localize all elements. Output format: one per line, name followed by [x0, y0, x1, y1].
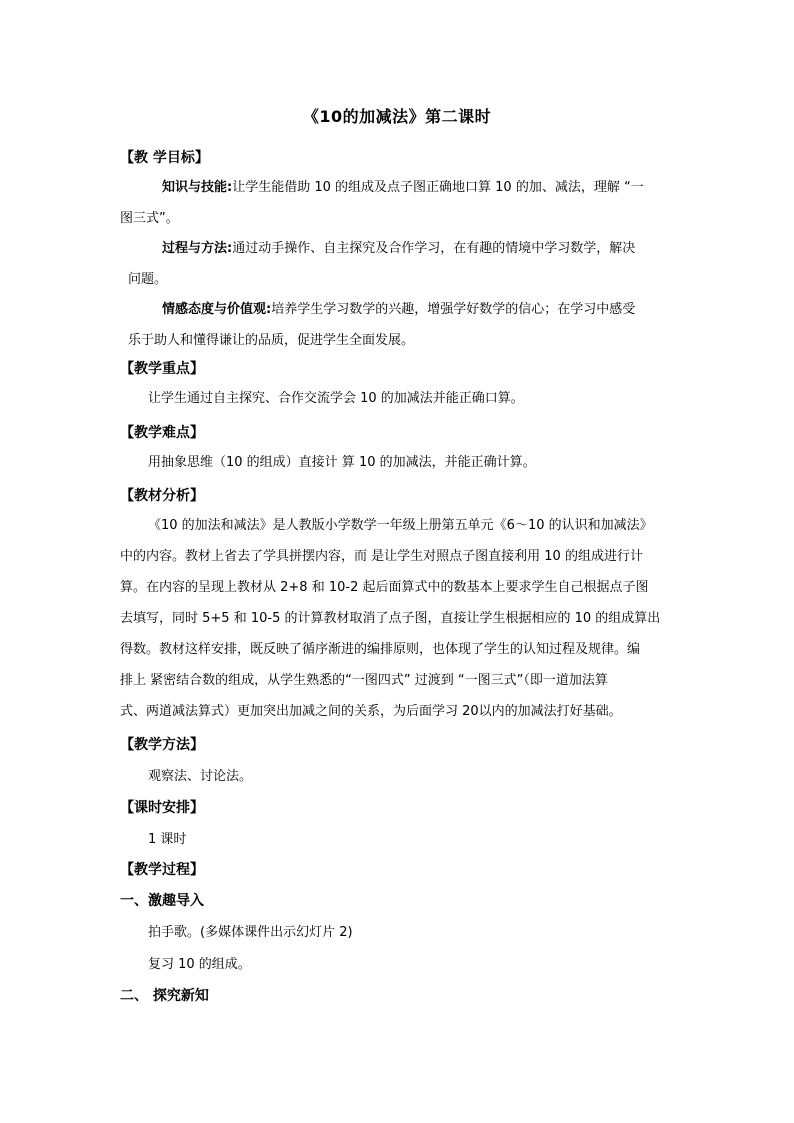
- knowledge-label: 知识与技能:: [162, 180, 233, 195]
- knowledge-text-line1: 让学生能借助 10 的组成及点子图正确地口算 10 的加、减法，理解 “一: [232, 180, 644, 195]
- knowledge-text-line2: 图三式”。: [120, 211, 179, 226]
- procedure-heading: 【教学过程】: [120, 862, 204, 878]
- key-points-heading: 【教学重点】: [120, 361, 204, 377]
- analysis-line: 得数。教材这样安排，既反映了循序渐进的编排原则，也体现了学生的认知过程及规律。编: [120, 642, 641, 657]
- process-goal: [120, 233, 690, 295]
- key-points-text: 让学生通过自主探究、合作交流学会 10 的加减法并能正确口算。: [148, 391, 524, 406]
- analysis-paragraph: [120, 510, 695, 727]
- method-text: 观察法、讨论法。: [148, 769, 253, 784]
- process-text-line2: 问题。: [128, 272, 168, 287]
- difficulty-text: 用抽象思维（10 的组成）直接计 算 10 的加减法，并能正确计算。: [148, 455, 536, 470]
- page-title: 《10的加减法》第二课时: [302, 107, 492, 126]
- emotion-goal: [120, 294, 690, 356]
- goals-heading: 【教 学目标】: [120, 150, 209, 166]
- emotion-text-line2: 乐于助人和懂得谦让的品质，促进学生全面发展。: [128, 333, 415, 348]
- schedule-heading: 【课时安排】: [120, 800, 204, 816]
- schedule-text: 1 课时: [148, 832, 187, 847]
- analysis-line: 去填写，同时 5+5 和 10-5 的计算教材取消了点子图，直接让学生根据相应的 10 的组成算出: [120, 611, 661, 626]
- emotion-text-line1: 培养学生学习数学的兴趣，增强学好数学的信心；在学习中感受: [271, 302, 636, 317]
- analysis-line: 排上 紧密结合数的组成，从学生熟悉的“一图四式” 过渡到 “一图三式”（即一道加法算: [120, 673, 608, 688]
- analysis-line: 《10 的加法和减法》是人教版小学数学一年级上册第五单元《6～10 的认识和加减法》: [148, 518, 653, 533]
- analysis-line: 式、两道减法算式）更加突出加减之间的关系，为后面学习 20以内的加减法打好基础。: [120, 704, 622, 719]
- section-heading-intro: 一、激趣导入: [120, 893, 204, 909]
- analysis-heading: 【教材分析】: [120, 488, 204, 504]
- method-heading: 【教学方法】: [120, 737, 204, 753]
- process-text-line1: 通过动手操作、自主探究及合作学习，在有趣的情境中学习数学，解决: [232, 241, 636, 256]
- emotion-label: 情感态度与价值观:: [162, 302, 272, 317]
- knowledge-goal: [120, 172, 690, 234]
- section-heading-explore: 二、 探究新知: [120, 988, 209, 1004]
- procedure-step-clap-song: 拍手歌。(多媒体课件出示幻灯片 2): [148, 925, 353, 940]
- difficulty-heading: 【教学难点】: [120, 425, 204, 441]
- analysis-line: 算。在内容的呈现上教材从 2+8 和 10-2 起后面算式中的数基本上要求学生自己根据点子图: [120, 580, 649, 595]
- procedure-step-review: 复习 10 的组成。: [148, 957, 251, 972]
- process-label: 过程与方法:: [162, 241, 233, 256]
- analysis-line: 中的内容。教材上省去了学具拼摆内容，而 是让学生对照点子图直接利用 10 的组成进行计: [120, 549, 643, 564]
